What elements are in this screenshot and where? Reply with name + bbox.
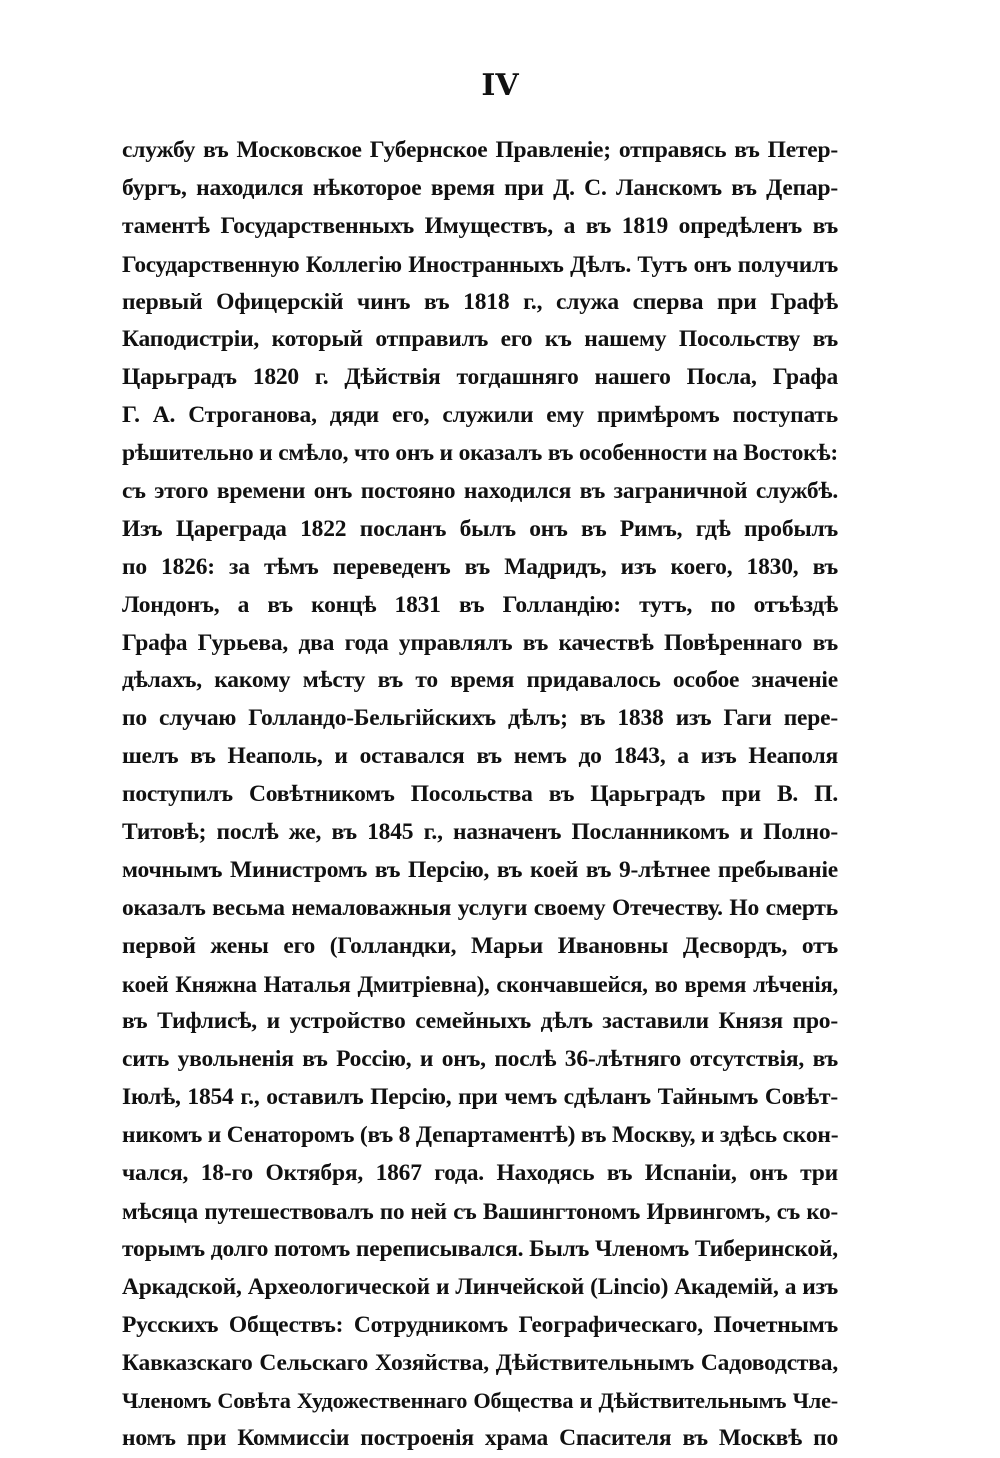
text-line: Графа Гурьева, два года управлялъ въ качествѣ Повѣреннаго въ (122, 629, 838, 656)
text-line: службу въ Московское Губернское Правленіе; отправясь въ Петер- (122, 137, 838, 163)
text-line: въ Тифлисѣ, и устройство семейныхъ дѣлъ заставили Князя про- (122, 1008, 838, 1035)
text-line: первый Офицерскій чинъ въ 1818 г., служа сперва при Графѣ (122, 288, 838, 315)
text-line: Кавказскаго Сельскаго Хозяйства, Дѣйствительнымъ Садоводства, (122, 1349, 838, 1376)
text-line: Русскихъ Обществъ: Сотрудникомъ Географическаго, Почетнымъ (122, 1311, 838, 1338)
text-line: Царьградъ 1820 г. Дѣйствія тогдашняго нашего Посла, Графа (122, 364, 838, 391)
text-line: Государственную Коллегію Иностранныхъ Дѣлъ. Тутъ онъ получилъ (122, 250, 838, 277)
text-line: Членомъ Совѣта Художественнаго Общества и Дѣйствительнымъ Чле- (122, 1388, 838, 1414)
text-line: коей Княжна Наталья Дмитріевна), скончавшейся, во время лѣченія, (122, 971, 838, 997)
text-line: Іюлѣ, 1854 г., оставилъ Персію, при чемъ сдѣланъ Тайнымъ Совѣт- (122, 1084, 838, 1111)
text-line: дѣлахъ, какому мѣсту въ то время придавалось особое значеніе (122, 667, 838, 694)
text-line: торымъ долго потомъ переписывался. Былъ Членомъ Тиберинской, (122, 1235, 838, 1262)
text-line: по случаю Голландо-Бельгійскихъ дѣлъ; въ 1838 изъ Гаги пере- (122, 705, 838, 732)
text-line: мочнымъ Министромъ въ Персію, въ коей въ 9-лѣтнее пребываніе (122, 856, 838, 883)
page-number: IV (481, 68, 519, 103)
text-line: поступилъ Совѣтникомъ Посольства въ Царьградъ при В. П. (122, 781, 838, 808)
body-text (122, 132, 838, 1458)
text-line: Лондонъ, а въ концѣ 1831 въ Голландію: тутъ, по отъѣздѣ (122, 591, 838, 618)
text-line: Г. А. Строганова, дяди его, служили ему примѣромъ поступать (122, 402, 838, 429)
text-line: съ этого времени онъ постояно находился въ заграничной службѣ. (122, 478, 838, 505)
text-line: первой жены его (Голландки, Марьи Ивановны Десвордъ, отъ (122, 932, 838, 959)
text-line: шелъ въ Неаполь, и оставался въ немъ до 1843, а изъ Неаполя (122, 743, 838, 770)
text-line: рѣшительно и смѣло, что онъ и оказалъ въ особенности на Востокѣ: (122, 440, 838, 467)
text-line: по 1826: за тѣмъ переведенъ въ Мадридъ, изъ коего, 1830, въ (122, 553, 838, 580)
text-line: чался, 18-го Октября, 1867 года. Находясь въ Испаніи, онъ три (122, 1160, 838, 1187)
text-line: сить увольненія въ Россію, и онъ, послѣ 36-лѣтняго отсутствія, въ (122, 1046, 838, 1073)
text-line: Аркадской, Археологической и Линчейской (Lincio) Академій, а изъ (122, 1273, 838, 1300)
text-line: Титовѣ; послѣ же, въ 1845 г., назначенъ Посланникомъ и Полно- (122, 819, 838, 846)
text-line: Каподистріи, который отправилъ его къ нашему Посольству въ (122, 326, 838, 353)
text-line: никомъ и Сенаторомъ (въ 8 Департаментѣ) въ Москву, и здѣсь скон- (122, 1122, 838, 1149)
text-line: таментѣ Государственныхъ Имуществъ, а въ 1819 опредѣленъ въ (122, 212, 838, 239)
text-line: оказалъ весьма немаловажныя услуги своему Отечеству. Но смерть (122, 894, 838, 921)
text-line: номъ при Коммиссіи построенія храма Спасителя въ Москвѣ по (122, 1425, 838, 1452)
text-line: Изъ Цареграда 1822 посланъ былъ онъ въ Римъ, гдѣ пробылъ (122, 515, 838, 542)
text-line: мѣсяца путешествовалъ по ней съ Вашингтономъ Ирвингомъ, съ ко- (122, 1197, 838, 1224)
text-line: бургъ, находился нѣкоторое время при Д. С. Ланскомъ въ Депар- (122, 174, 838, 201)
